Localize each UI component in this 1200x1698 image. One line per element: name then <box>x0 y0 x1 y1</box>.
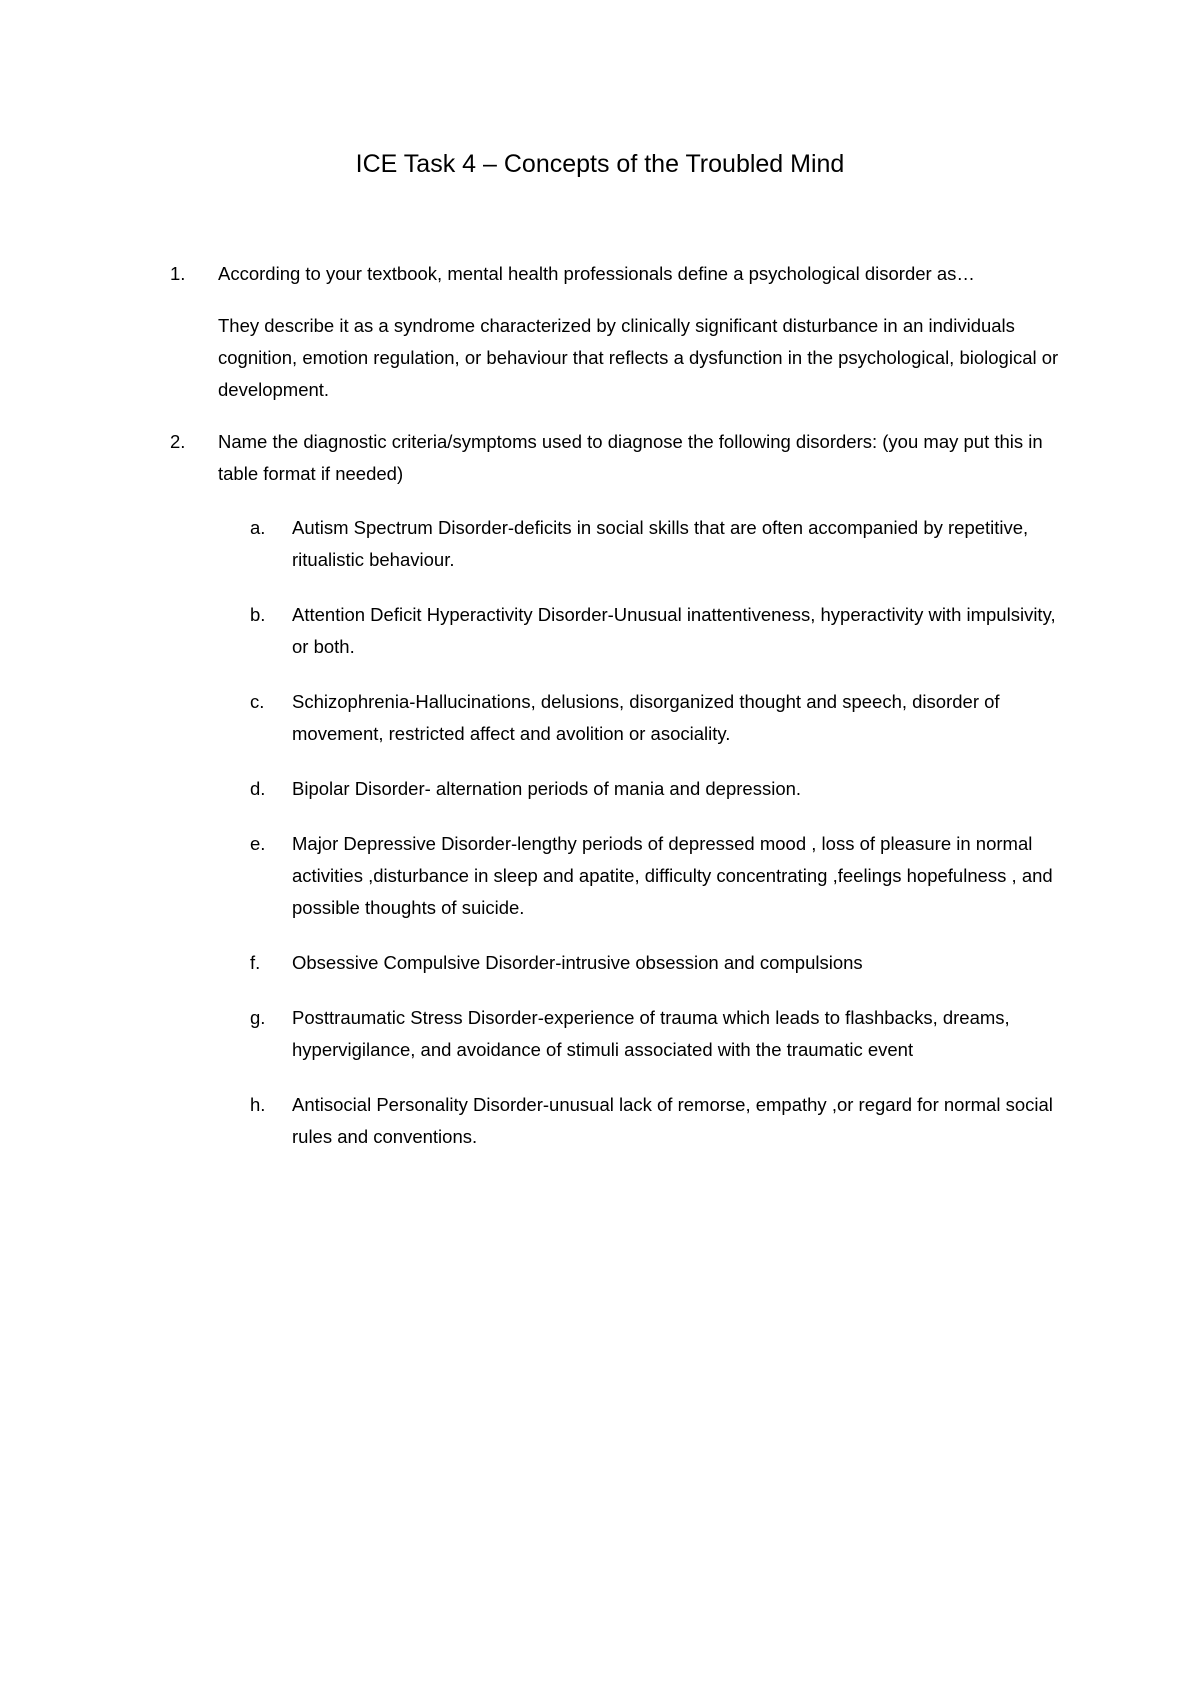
question-number: 2. <box>170 431 186 452</box>
list-item-text: Autism Spectrum Disorder-deficits in social skills that are often accompanied by repetitive, ritualistic behaviour. <box>292 517 1029 570</box>
list-item <box>170 947 1070 979</box>
list-item <box>170 1002 1070 1066</box>
list-item-text: Obsessive Compulsive Disorder-intrusive obsession and compulsions <box>292 952 863 973</box>
document-title: ICE Task 4 – Concepts of the Troubled Mind <box>355 150 845 178</box>
list-item <box>170 686 1070 750</box>
question-text: Name the diagnostic criteria/symptoms used to diagnose the following disorders: (you may put this in table format if needed) <box>218 431 1043 484</box>
list-item-letter: b. <box>250 604 266 625</box>
question-list <box>170 258 1070 1153</box>
list-item-text: Posttraumatic Stress Disorder-experience of trauma which leads to flashbacks, dreams, hypervigilance, and avoidance of stimuli associated with the traumatic event <box>292 1007 1010 1060</box>
list-item-letter: a. <box>250 517 266 538</box>
list-item <box>170 828 1070 924</box>
question-number: 1. <box>170 263 186 284</box>
question-answer: They describe it as a syndrome characterized by clinically significant disturbance in an individuals cognition, emotion regulation, or behaviour that reflects a dysfunction in the psychological, biological or development. <box>218 315 1059 400</box>
list-item-text: Attention Deficit Hyperactivity Disorder-Unusual inattentiveness, hyperactivity with impulsivity, or both. <box>292 604 1056 657</box>
list-item-text: Bipolar Disorder- alternation periods of mania and depression. <box>292 778 802 799</box>
list-item <box>170 512 1070 576</box>
list-item-text: Antisocial Personality Disorder-unusual lack of remorse, empathy ,or regard for normal social rules and conventions. <box>292 1094 1053 1147</box>
question-1 <box>170 258 1070 406</box>
list-item-letter: c. <box>250 691 265 712</box>
list-item <box>170 773 1070 805</box>
question-2 <box>170 426 1070 490</box>
list-item-text: Schizophrenia-Hallucinations, delusions, disorganized thought and speech, disorder of movement, restricted affect and avolition or asociality. <box>292 691 1000 744</box>
question-text: According to your textbook, mental health professionals define a psychological disorder as… <box>218 263 975 284</box>
list-item-letter: h. <box>250 1094 266 1115</box>
disorder-list <box>170 512 1070 1153</box>
list-item-letter: d. <box>250 778 266 799</box>
list-item-letter: g. <box>250 1007 266 1028</box>
list-item-text: Major Depressive Disorder-lengthy periods of depressed mood , loss of pleasure in normal activities ,disturbance in sleep and apatite, difficulty concentrating ,feelings hopefulness , and possible thoughts of suicide. <box>292 833 1053 918</box>
list-item-letter: e. <box>250 833 266 854</box>
list-item <box>170 599 1070 663</box>
list-item <box>170 1089 1070 1153</box>
list-item-letter: f. <box>250 952 261 973</box>
